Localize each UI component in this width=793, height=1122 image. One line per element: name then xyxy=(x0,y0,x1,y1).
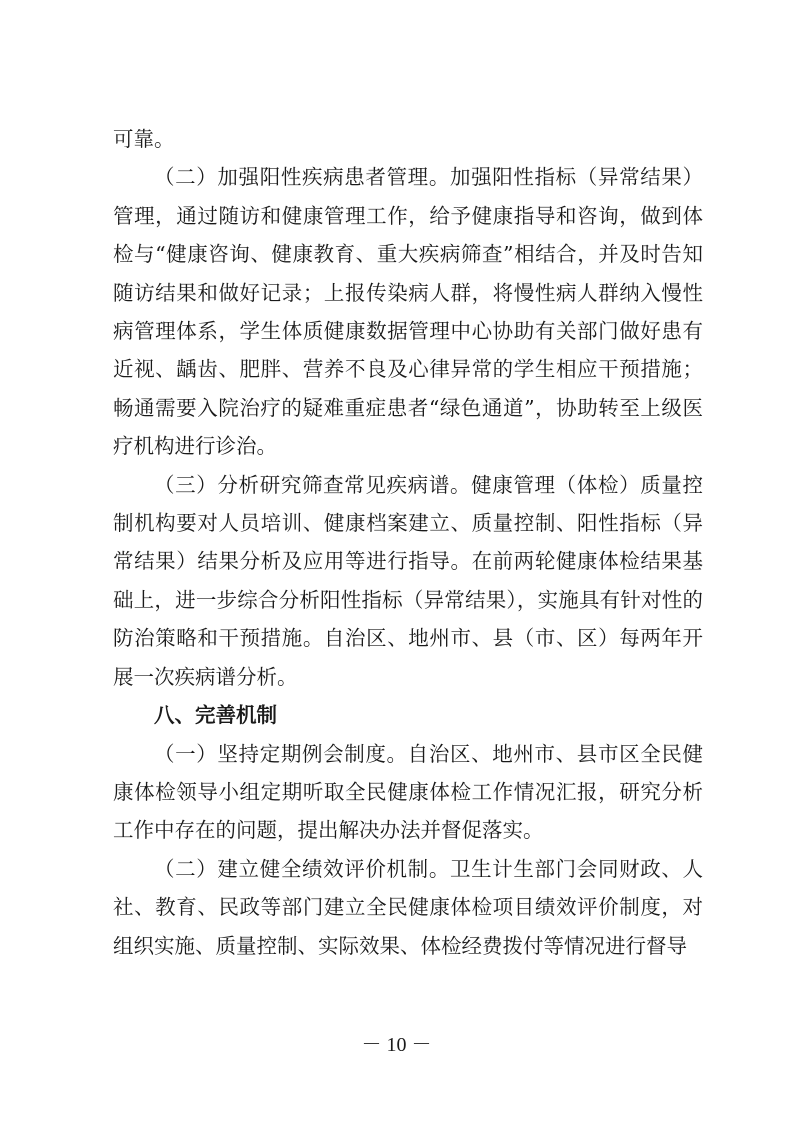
paragraph-continuation: 可靠。 xyxy=(113,127,175,151)
page-number: － 10 － xyxy=(361,1034,432,1056)
paragraph-positive-disease-management: （二）加强阳性疾病患者管理。加强阳性指标（异常结果）管理，通过随访和健康管理工作，给予健康指导和咨询，做到体检与“健康咨询、健康教育、重大疾病筛查”相结合，并及时告知随访结果和做好记录；上报传染病人群，将慢性病人群纳入慢性病管理体系，学生体质健康数据管理中心协助有关部门做好患有近视、龋齿、肥胖、营养不良及心律异常的学生相应干预措施；畅通需要入院治疗的疑难重症患者“绿色通道”，协助转至上级医疗机构进行诊治。 xyxy=(113,165,703,459)
paragraph-regular-meetings: （一）坚持定期例会制度。自治区、地州市、县市区全民健康体检领导小组定期听取全民健康体检工作情况汇报，研究分析工作中存在的问题，提出解决办法并督促落实。 xyxy=(113,741,703,843)
paragraph-performance-evaluation: （二）建立健全绩效评价机制。卫生计生部门会同财政、人社、教育、民政等部门建立全民健康体检项目绩效评价制度，对组织实施、质量控制、实际效果、体检经费拨付等情况进行督导 xyxy=(113,856,703,958)
section-heading: 八、完善机制 xyxy=(154,703,277,728)
body-text xyxy=(113,120,703,965)
paragraph-disease-spectrum-analysis: （三）分析研究筛查常见疾病谱。健康管理（体检）质量控制机构要对人员培训、健康档案建立、质量控制、阳性指标（异常结果）结果分析及应用等进行指导。在前两轮健康体检结果基础上，进一步综合分析阳性指标（异常结果），实施具有针对性的防治策略和干预措施。自治区、地州市、县（市、区）每两年开展一次疾病谱分析。 xyxy=(113,472,703,689)
